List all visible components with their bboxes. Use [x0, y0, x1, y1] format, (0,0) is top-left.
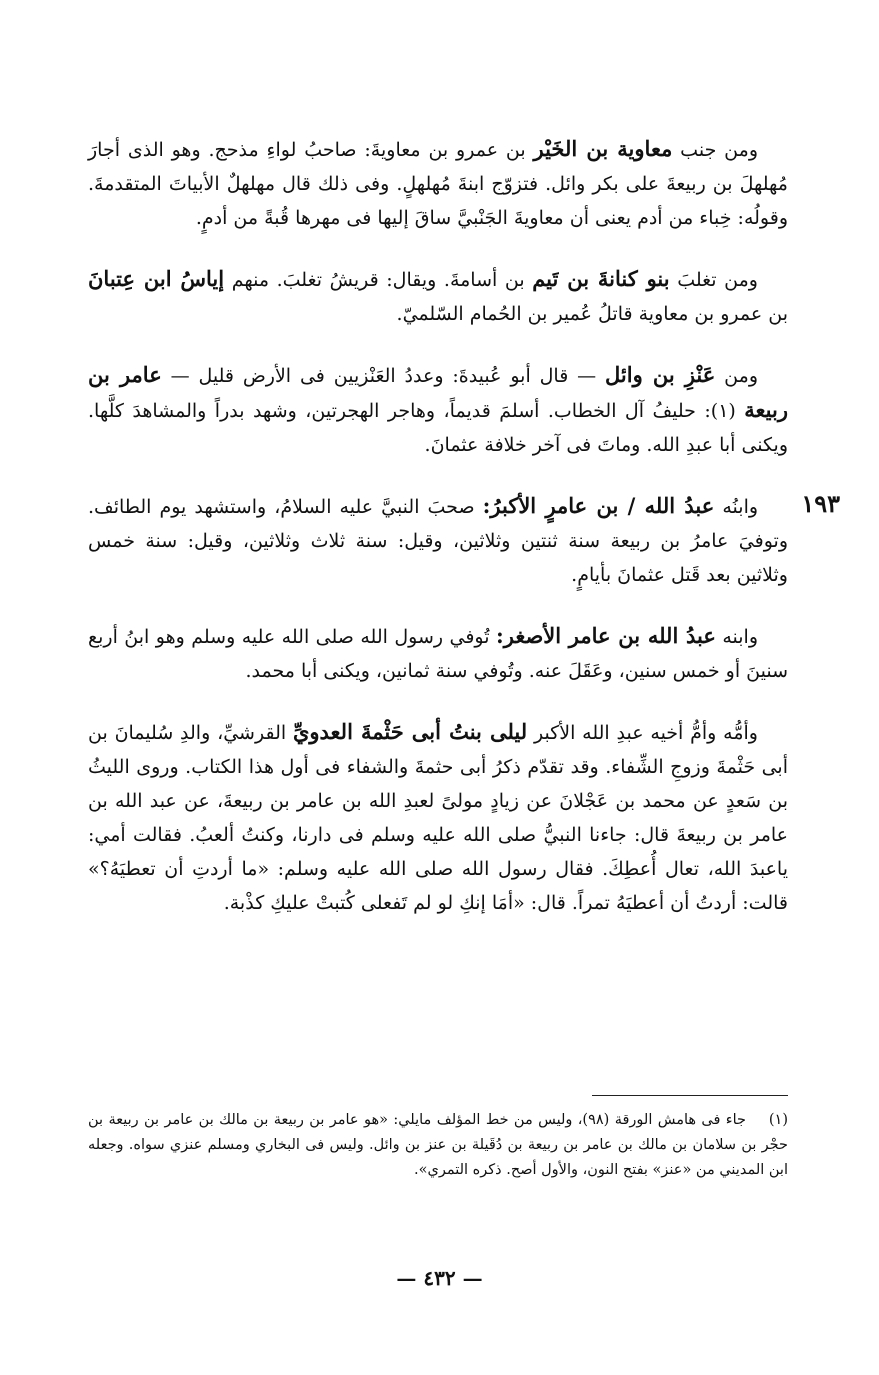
text-segment: صحبَ النبيَّ عليه السلامُ، واستشهد يوم الطائف. وتوفيَ عامرُ بن ربيعة سنة ثنتين وثلاثين، وقيل: سنة ثلاث وثلاثين، وقيل: سنة خمس وثلاثين بعد قَتل عثمانَ بأيامٍ. [88, 496, 788, 586]
bold-name: معاوية بن الخَيْر [533, 136, 673, 161]
bold-name: عَنْزِ بن وائل [605, 362, 716, 387]
paragraph [88, 489, 788, 592]
text-segment: وابنه [715, 626, 758, 648]
text-segment: وأمُّه وأمُّ أخيه عبدِ الله الأكبر [527, 722, 758, 744]
text-segment: بن عمرو بن معاويةَ: صاحبُ لواءِ مذحج. وهو الذى أجارَ مُهلهلَ بن ربيعةَ على بكر وائل. فتزوّج ابنةَ مُهلهلٍ. وفى ذلك قال مهلهلٌ الأبياتَ المتقدمةَ. وقولُه: خِباء من أدم يعنى أن معاويةَ الجَنْبيَّ ساقَ إليها فى مهرها قُبةً من أدمٍ. [88, 139, 788, 229]
footnotes [88, 1108, 788, 1183]
text-segment: بن عمرو بن معاوية قاتلُ عُمير بن الحُمام السّلميّ. [396, 303, 788, 325]
footnote [88, 1108, 788, 1183]
paragraph [88, 358, 788, 462]
bold-name: ليلى بنتُ أبى حَثْمةَ العدويِّ [292, 719, 528, 744]
text-segment: ومن جنب [672, 139, 758, 161]
paragraph [88, 262, 788, 331]
footnote-text: جاء فى هامش الورقة (٩٨)، وليس من خط المؤلف مايلي: «هو عامر بن ربيعة بن مالك بن عامر بن ربيعة بن حجْر بن سلامان بن مالك بن عامر بن ربيعة بن دُقَيلة بن عنز بن وائل. وليس فى البخاري ومسلم عنزي سواه. وجعله ابن المديني من «عنز» بفتح النون، والأول أصح. ذكره التمري». [88, 1112, 788, 1178]
paragraph [88, 715, 788, 920]
text-segment: بن أسامةَ. ويقال: قريشُ تغلبَ. منهم [224, 269, 533, 291]
bold-name: عبدُ الله / بن عامرٍ الأكبرُ: [482, 493, 715, 518]
footnote-divider [592, 1095, 788, 1096]
margin-folio-number: ١٩٣ [801, 489, 840, 518]
text-segment: — قال أبو عُبيدةَ: وعددُ العَنْزيين فى الأرض قليل — [161, 365, 606, 387]
text-segment: القرشيِّ، والدِ سُليمانَ بن أبى حَثْمةَ وزوجِ الشِّفاء. وقد تقدّم ذكرُ أبى حثمةَ والشفاء فى أول هذا الكتاب. وروى الليثُ بن سَعدٍ عن محمد بن عَجْلانَ عن زيادٍ مولىً لعبدِ الله بن عامر بن ربيعةَ، عن عبد الله بن عامر بن ربيعةَ قال: جاءنا النبيُّ صلى الله عليه وسلم فى دارنا، وكنتُ ألعبُ. فقالت أمي: ياعبدَ الله، تعال أُعطِكَ. فقال رسول الله صلى الله عليه وسلم: «ما أردتِ أن تعطيَهُ؟» قالت: أردتُ أن أعطيَهُ تمراً. قال: «أمَا إنكِ لو لم تَفعلى كُتبتْ عليكِ كذْبة. [88, 722, 788, 914]
bold-name: عامر بن ربيعة [88, 362, 788, 422]
paragraph [88, 619, 788, 688]
paragraph [88, 132, 788, 235]
main-text [88, 132, 788, 947]
bold-name: إياسُ ابن عِتبانَ [88, 266, 225, 291]
bold-name: عبدُ الله بن عامر الأصغر: [495, 623, 716, 648]
footnote-number: (١) [768, 1112, 788, 1128]
text-segment: ومن [715, 365, 758, 387]
text-segment: وابنُه [714, 496, 759, 518]
text-segment: (١): حليفُ آل الخطاب. أسلمَ قديماً، وهاجر الهجرتين، وشهد بدراً والمشاهدَ كلَّها. ويكنى أبا عبدِ الله. وماتَ فى آخر خلافة عثمانَ. [88, 400, 788, 456]
text-segment: تُوفي رسول الله صلى الله عليه وسلم وهو ابنُ أربع سنينَ أو خمس سنين، وعَقَلَ عنه. وتُوفي سنة ثمانين، ويكنى أبا محمد. [88, 626, 788, 682]
bold-name: بنو كنانةَ بن تَيم [532, 266, 670, 291]
page-number: — ٤٣٢ — [396, 1266, 483, 1290]
text-segment: ومن تغلبَ [669, 269, 758, 291]
